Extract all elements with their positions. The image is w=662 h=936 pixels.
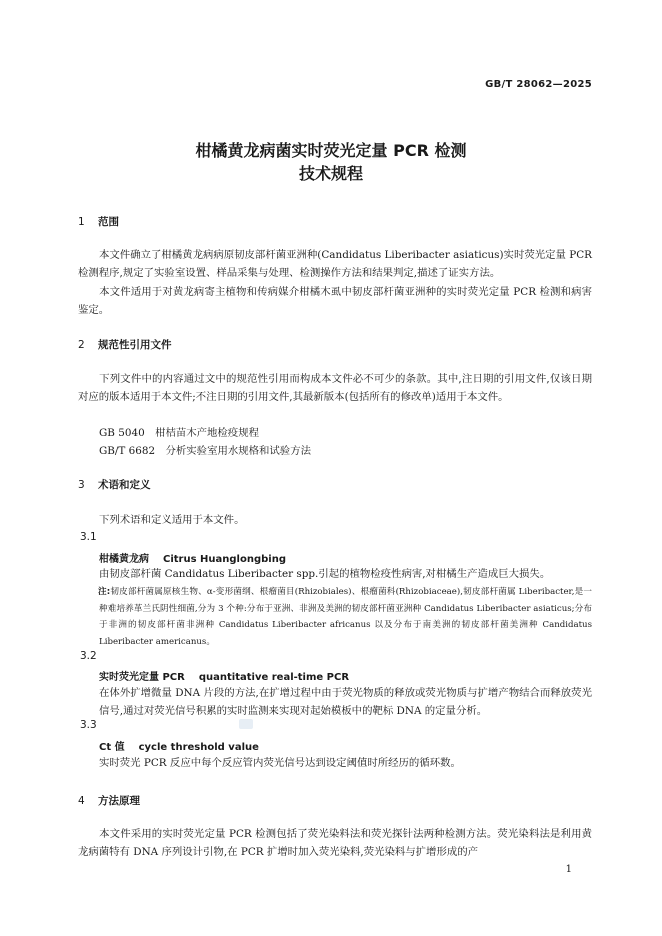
scope-paragraph-2: [78, 283, 592, 319]
term-en: quantitative real-time PCR: [198, 672, 350, 683]
references-paragraph: [78, 370, 592, 406]
section-heading-normative-references: [78, 337, 172, 352]
term-zh: Ct 值: [99, 742, 125, 753]
note-text: 韧皮部杆菌属原核生物、α-变形菌纲、根瘤菌目(Rhizobiales)、根瘤菌科(Rhizobiaceae),韧皮部杆菌属 Liberibacter,是一种难培养革兰氏阴性细菌,分为 3 个种:分布于亚洲、非洲及美洲的韧皮部杆菌亚洲种 Candidatus Liberibacter asiaticus;分布于非洲的韧皮部杆菌非洲种 Candidatus Liberibacter africanus 以及分布于南美洲的韧皮部杆菌美洲种 Candidatus Liberibacter americanus。: [99, 587, 592, 647]
term-en: cycle threshold value: [138, 742, 259, 753]
term-en: Citrus Huanglongbing: [163, 554, 286, 565]
paragraph-text: 本文件采用的实时荧光定量 PCR 检测包括了荧光染料法和荧光探针法两种检测方法。荧光染料法是利用黄龙病菌特有 DNA 序列设计引物,在 PCR 扩增时加入荧光染料,荧光染料与扩增形成的产: [78, 828, 592, 858]
section-title: 规范性引用文件: [98, 339, 172, 351]
note-label: 注:: [98, 587, 111, 597]
section-number: 4: [78, 795, 85, 807]
method-paragraph: [78, 825, 592, 861]
term-note: [99, 584, 592, 650]
term-definition: 在体外扩增微量 DNA 片段的方法,在扩增过程中由于荧光物质的释放或荧光物质与扩增产物结合而释放荧光信号,通过对荧光信号积累的实时监测来实现对起始模板中的靶标 DNA 的定量分析。: [99, 687, 592, 717]
page-number: 1: [565, 864, 572, 875]
term-qpcr: [99, 668, 349, 683]
paragraph-text: 本文件确立了柑橘黄龙病病原韧皮部杆菌亚洲种(Candidatus Liberibacter asiaticus)实时荧光定量 PCR 检测程序,规定了实验室设置、样品采集与处理、检测操作方法和结果判定,描述了证实方法。: [78, 249, 592, 279]
scope-paragraph-1: [78, 246, 592, 282]
section-number: 2: [78, 339, 85, 351]
paragraph-text: 下列文件中的内容通过文中的规范性引用而构成本文件必不可少的条款。其中,注日期的引用文件,仅该日期对应的版本适用于本文件;不注日期的引用文件,其最新版本(包括所有的修改单)适用于本文件。: [78, 373, 592, 403]
term-ct-value: [99, 738, 259, 753]
term-citrus-huanglongbing: [99, 550, 286, 565]
section-number: 1: [78, 216, 85, 228]
section-title: 范围: [98, 216, 119, 228]
section-heading-method-principle: [78, 793, 140, 808]
term-definition: 由韧皮部杆菌 Candidatus Liberibacter spp.引起的植物检疫性病害,对柑橘生产造成巨大损失。: [99, 568, 551, 580]
section-heading-scope: [78, 214, 119, 229]
section-title: 术语和定义: [98, 479, 151, 491]
term-definition: 实时荧光 PCR 反应中每个反应管内荧光信号达到设定阈值时所经历的循环数。: [99, 757, 461, 769]
section-title: 方法原理: [98, 795, 140, 807]
paragraph-text: 本文件适用于对黄龙病寄主植物和传病媒介柑橘木虱中韧皮部杆菌亚洲种的实时荧光定量 PCR 检测和病害鉴定。: [78, 286, 592, 316]
reference-gbt6682: GB/T 6682 分析实验室用水规格和试验方法: [99, 445, 311, 457]
term-zh: 柑橘黄龙病: [99, 554, 149, 565]
section-heading-terms: [78, 477, 151, 492]
term-number: 3.1: [80, 531, 97, 543]
document-title-line2: 技术规程: [298, 164, 363, 183]
terms-intro: 下列术语和定义适用于本文件。: [99, 514, 245, 526]
section-number: 3: [78, 479, 85, 491]
watermark-badge: [239, 719, 253, 729]
document-title-line1: 柑橘黄龙病菌实时荧光定量 PCR 检测: [195, 141, 467, 160]
term-number: 3.3: [80, 719, 97, 731]
reference-gb5040: GB 5040 柑桔苗木产地检疫规程: [99, 427, 259, 439]
term-number: 3.2: [80, 650, 97, 662]
standard-number: GB/T 28062—2025: [485, 79, 592, 90]
term-zh: 实时荧光定量 PCR: [99, 672, 185, 683]
